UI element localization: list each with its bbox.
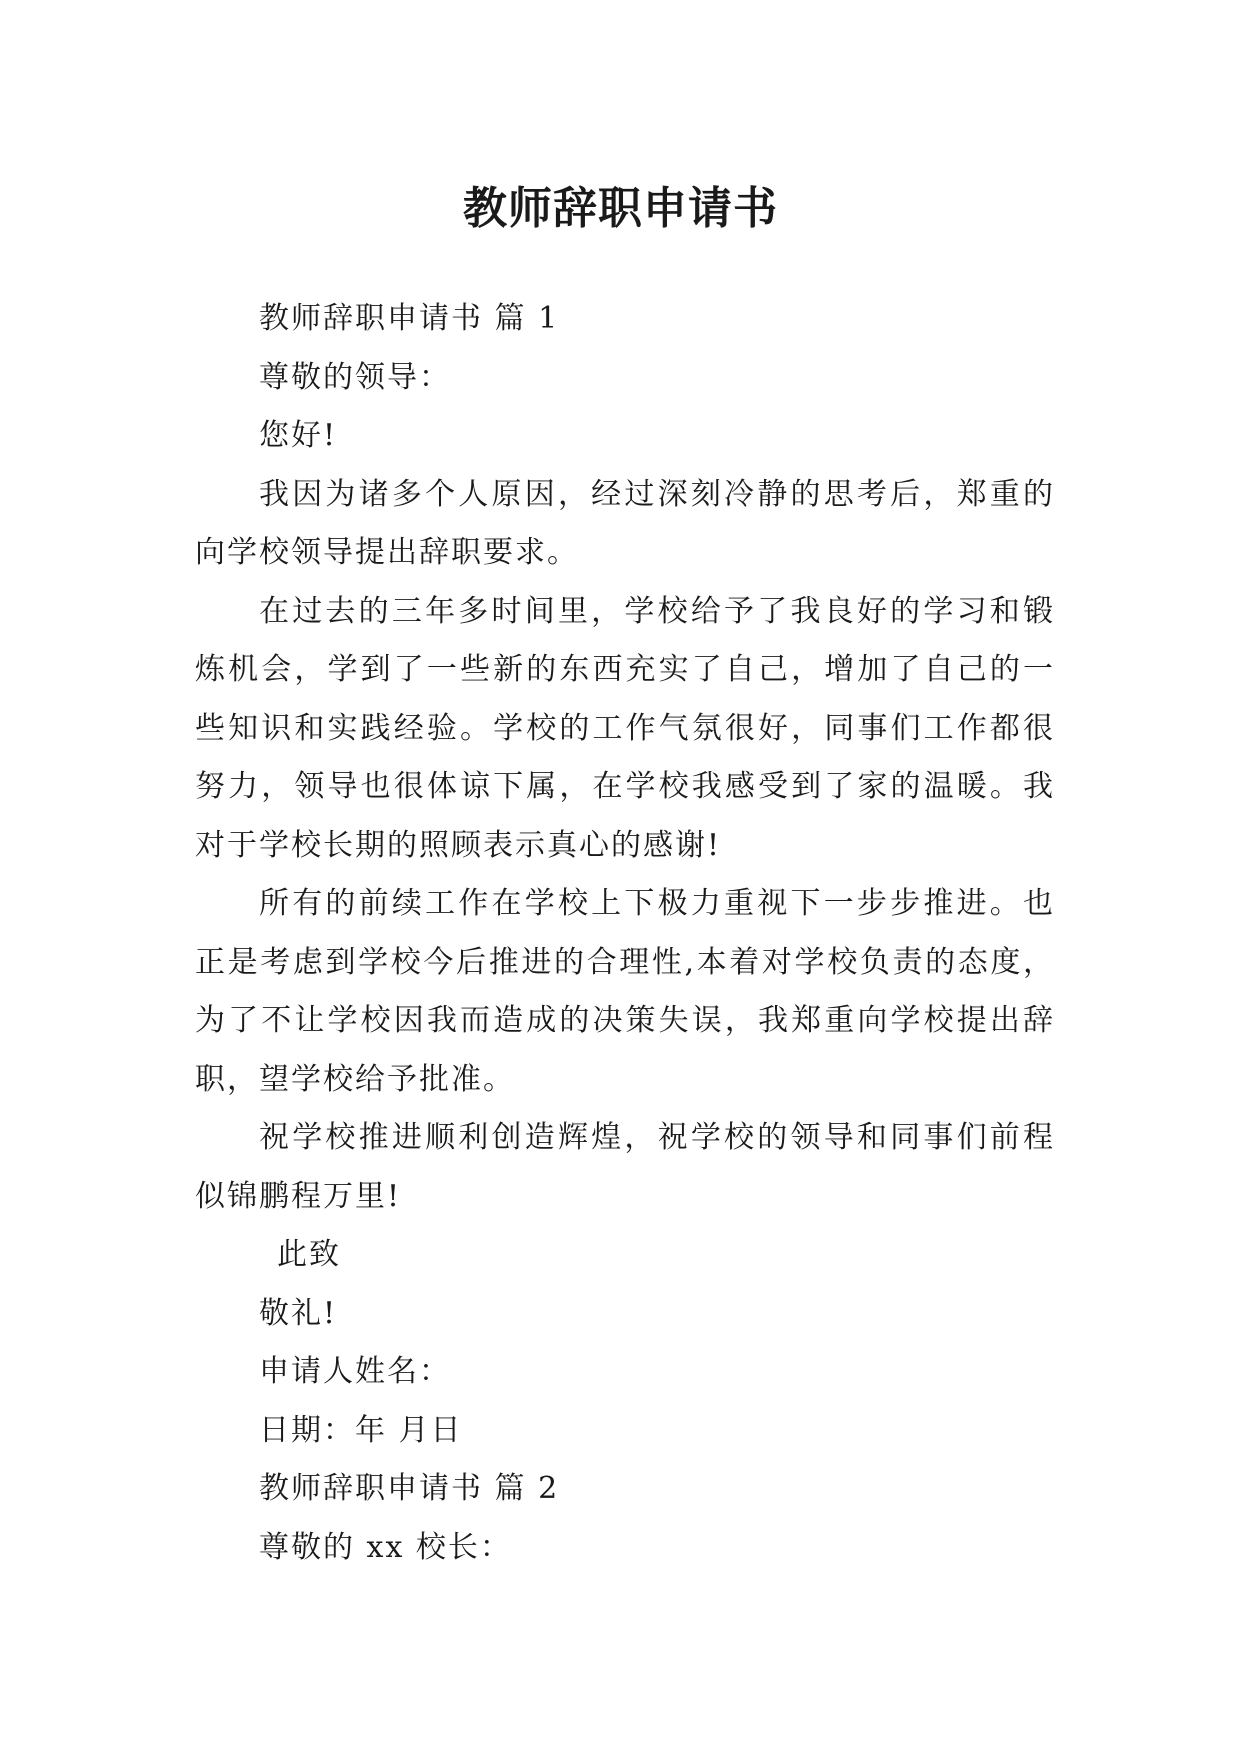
closing-regards: 敬礼!	[259, 1295, 338, 1331]
closing-line: 此致	[277, 1237, 341, 1272]
body-paragraph: 在过去的三年多时间里，学校给予了我良好的学习和锻炼机会，学到了一些新的东西充实了自己，增加了自己的一些知识和实践经验。学校的工作气氛很好，同事们工作都很努力，领导也很体谅下属，在学校我感受到了家的温暖。我对于学校长期的照顾表示真心的感谢!	[195, 593, 1055, 863]
date-line: 日期：年 月日	[259, 1412, 463, 1448]
body-paragraph: 我因为诸多个人原因，经过深刻冷静的思考后，郑重的向学校领导提出辞职要求。	[195, 476, 1055, 570]
applicant-name-line: 申请人姓名：	[259, 1354, 451, 1389]
body-paragraph: 所有的前续工作在学校上下极力重视下一步步推进。也正是考虑到学校今后推进的合理性,本着对学校负责的态度，为了不让学校因我而造成的决策失误，我郑重向学校提出辞职，望学校给予批准。	[195, 886, 1055, 1097]
document-body	[195, 290, 1055, 1577]
salutation: 尊敬的领导：	[259, 359, 451, 395]
section-heading-2: 教师辞职申请书 篇 2	[259, 1471, 560, 1506]
document-title: 教师辞职申请书	[463, 183, 778, 235]
greeting: 您好!	[259, 418, 338, 453]
body-paragraph: 祝学校推进顺利创造辉煌，祝学校的领导和同事们前程似锦鹏程万里!	[195, 1120, 1055, 1214]
section-heading-1: 教师辞职申请书 篇 1	[259, 301, 560, 336]
salutation: 尊敬的 xx 校长：	[259, 1529, 512, 1565]
